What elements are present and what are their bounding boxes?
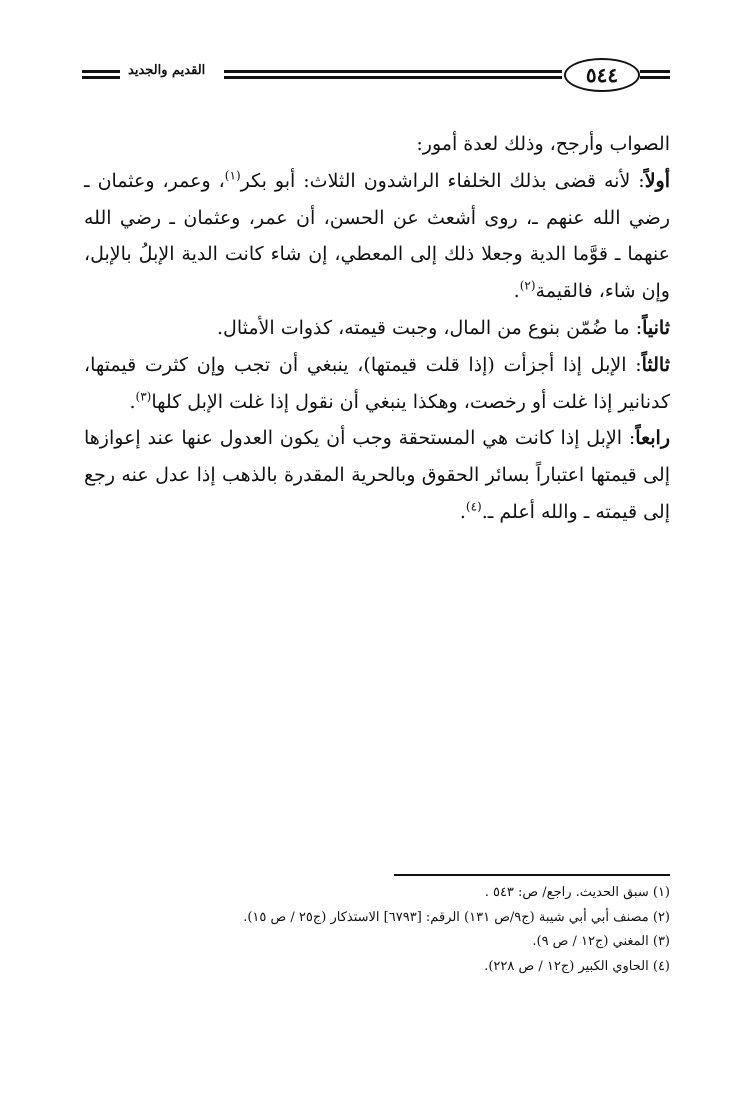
footnote-ref: (٣)	[135, 389, 152, 404]
point-label: ثانياً	[642, 316, 670, 339]
footnotes	[84, 881, 670, 979]
header-ornament-right	[640, 70, 670, 82]
footnote-ref: (٤)	[465, 499, 482, 514]
main-text	[84, 126, 670, 531]
point-label: أولاً	[644, 169, 670, 192]
footnote: (٤) الحاوي الكبير (ج١٢ / ص ٢٢٨).	[484, 958, 670, 974]
header-rule	[224, 70, 562, 82]
footnote-separator	[394, 874, 670, 876]
intro-line: الصواب وأرجح، وذلك لعدة أمور:	[416, 133, 670, 155]
page-number: ٥٤٤	[564, 58, 640, 92]
paragraph-third: ثالثاً: الإبل إذا أجزأت (إذا قلت قيمتها)، ينبغي أن تجب وإن كثرت قيمتها، كدنانير إذا غلت أو رخصت، وهكذا ينبغي أن نقول إذا غلت الإبل كلها$^{(٣)}$.	[84, 353, 670, 413]
page-header	[82, 56, 670, 96]
point-label: رابعاً	[635, 427, 670, 450]
header-ornament-left	[82, 70, 120, 82]
paragraph-second: ثانياً: ما ضُمّن بنوع من المال، وجبت قيمته، كذوات الأمثال.	[217, 316, 670, 339]
running-title: القديم والجديد	[128, 63, 206, 78]
paragraph-fourth: رابعاً: الإبل إذا كانت هي المستحقة وجب أن يكون العدول عنها عند إعوازها إلى قيمتها اعتباراً بسائر الحقوق وبالحرية المقدرة بالذهب إذا عدل عنه رجع إلى قيمته ـ والله أعلم ـ.$^{(٤)}$.	[84, 427, 670, 523]
point-label: ثالثاً	[641, 353, 670, 376]
footnote-ref: (٢)	[519, 278, 536, 293]
footnote-ref: (١)	[224, 168, 241, 183]
footnote: (٣) المغني (ج١٢ / ص ٩).	[532, 934, 670, 949]
footnote: (١) سبق الحديث. راجع/ ص: ٥٤٣ .	[484, 885, 670, 900]
footnote: (٢) مصنف أبي أبي شيبة (ج٩/ص ١٣١) الرقم: [٦٧٩٣] الاستذكار (ج٢٥ / ص ١٥).	[243, 909, 670, 925]
paragraph-first: أولاً: لأنه قضى بذلك الخلفاء الراشدون الثلاث: أبو بكر$^{(١)}$، وعمر، وعثمان ـ رضي الله عنهم ـ، روى أشعث عن الحسن، أن عمر، وعثمان ـ رضي الله عنهما ـ قوَّما الدية وجعلا ذلك إلى المعطي، إن شاء كانت الدية الإبلُ بالإبل، وإن شاء، فالقيمة$^{(٢)}$.	[84, 168, 670, 303]
